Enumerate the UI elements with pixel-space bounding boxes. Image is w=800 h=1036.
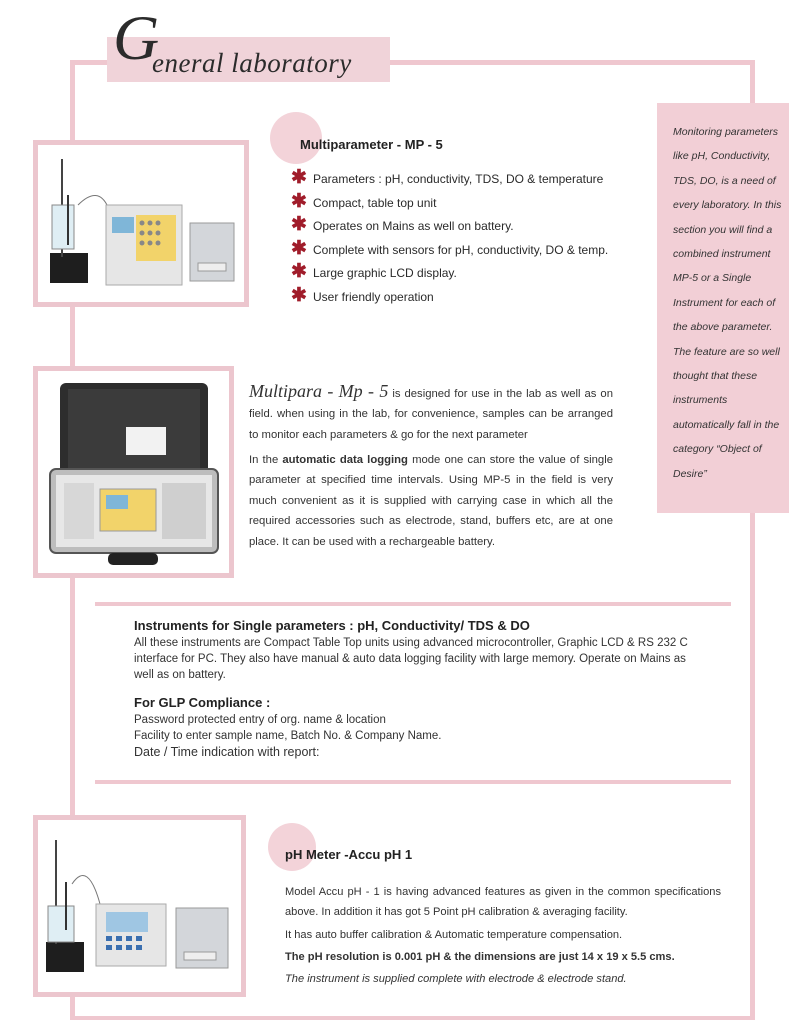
ph-meter-heading: pH Meter -Accu pH 1	[285, 847, 413, 862]
multipara-logging-text: In the automatic data logging mode one can store the value of single parameter at specified time intervals. Using MP-5 in the field is very much convenient as it is supplied with carrying case in which all the required accessories such as electrode, stand, buffers etc, are at one place. It can be used with a rechargeable battery.	[249, 454, 613, 548]
glp-heading: For GLP Compliance :	[134, 695, 271, 710]
multipara-script-title: Multipara - Mp - 5	[249, 381, 389, 401]
ph-para-4: The instrument is supplied complete with electrode & electrode stand.	[285, 973, 627, 986]
ph-para-2: It has auto buffer calibration & Automatic temperature compensation.	[285, 928, 623, 941]
list-item: ✱ Parameters : pH, conductivity, TDS, DO & temperature	[291, 167, 604, 188]
list-item: ✱ Operates on Mains as well on battery.	[291, 214, 514, 235]
frame-right-lower-line	[750, 512, 755, 1020]
ph-para-1: Model Accu pH - 1 is having advanced features as given in the common specifications above. In addition it has got 5 Point pH calibration & averaging facility.	[285, 886, 721, 919]
ph-para-3: The pH resolution is 0.001 pH & the dimensions are just 14 x 19 x 5.5 cms.	[285, 950, 675, 963]
asterisk-icon: ✱	[291, 167, 307, 188]
intro-sidebar	[657, 103, 789, 513]
asterisk-icon: ✱	[291, 261, 307, 282]
list-item: ✱ Compact, table top unit	[291, 190, 437, 212]
single-parameter-section	[134, 618, 694, 760]
glp-line-3: Date / Time indication with report:	[134, 745, 320, 759]
frame-bottom-line	[70, 1016, 754, 1020]
automatic-data-logging-bold: automatic data logging	[282, 454, 408, 466]
page-title-initial: G	[113, 2, 160, 73]
glp-line-1: Password protected entry of org. name & location	[134, 714, 386, 726]
mp5-feature-list	[291, 167, 609, 311]
ph-meter-instrument-image	[38, 820, 241, 992]
single-parameter-heading: Instruments for Single parameters : pH, Conductivity/ TDS & DO	[134, 618, 530, 633]
multipara-description: Multipara - Mp - 5 is designed for use in the lab as well as on field. when using in the lab, for convenience, samples can be arranged to monitor each parameters & go for the next parameter	[249, 381, 614, 441]
mp5-photo-frame	[33, 140, 249, 307]
asterisk-icon: ✱	[291, 190, 307, 212]
section-top-divider	[95, 602, 731, 606]
list-item: ✱ Large graphic LCD display.	[291, 261, 457, 282]
mp5-instrument-image	[38, 145, 244, 302]
ph-meter-description	[285, 882, 721, 989]
mp5-heading: Multiparameter - MP - 5	[300, 137, 443, 152]
list-item: ✱ Complete with sensors for pH, conductivity, DO & temp.	[291, 237, 609, 259]
glp-line-2: Facility to enter sample name, Batch No. & Company Name.	[134, 730, 442, 742]
multipara-case-photo-frame	[33, 366, 234, 578]
multipara-case-image	[38, 371, 229, 573]
section-bottom-divider	[95, 780, 731, 784]
intro-sidebar-text: Monitoring parameters like pH, Conductivity, TDS, DO, is a need of every laboratory. In this section you will find a combined instrument MP-5 or a Single Instrument for each of the above parameter. The feature are so well thought that these instruments automatically fall in the category “Object of Desire”	[673, 126, 782, 480]
ph-meter-photo-frame	[33, 815, 246, 997]
list-item: ✱ User friendly operation	[291, 284, 434, 306]
page-title: eneral laboratory	[152, 48, 352, 78]
asterisk-icon: ✱	[291, 284, 307, 306]
asterisk-icon: ✱	[291, 237, 307, 259]
asterisk-icon: ✱	[291, 214, 307, 235]
single-parameter-body: All these instruments are Compact Table Top units using advanced microcontroller, Graphic LCD & RS 232 C interface for PC. They also have manual & auto data logging facility with large memory. Operate on Mains as well as on battery.	[134, 637, 688, 681]
